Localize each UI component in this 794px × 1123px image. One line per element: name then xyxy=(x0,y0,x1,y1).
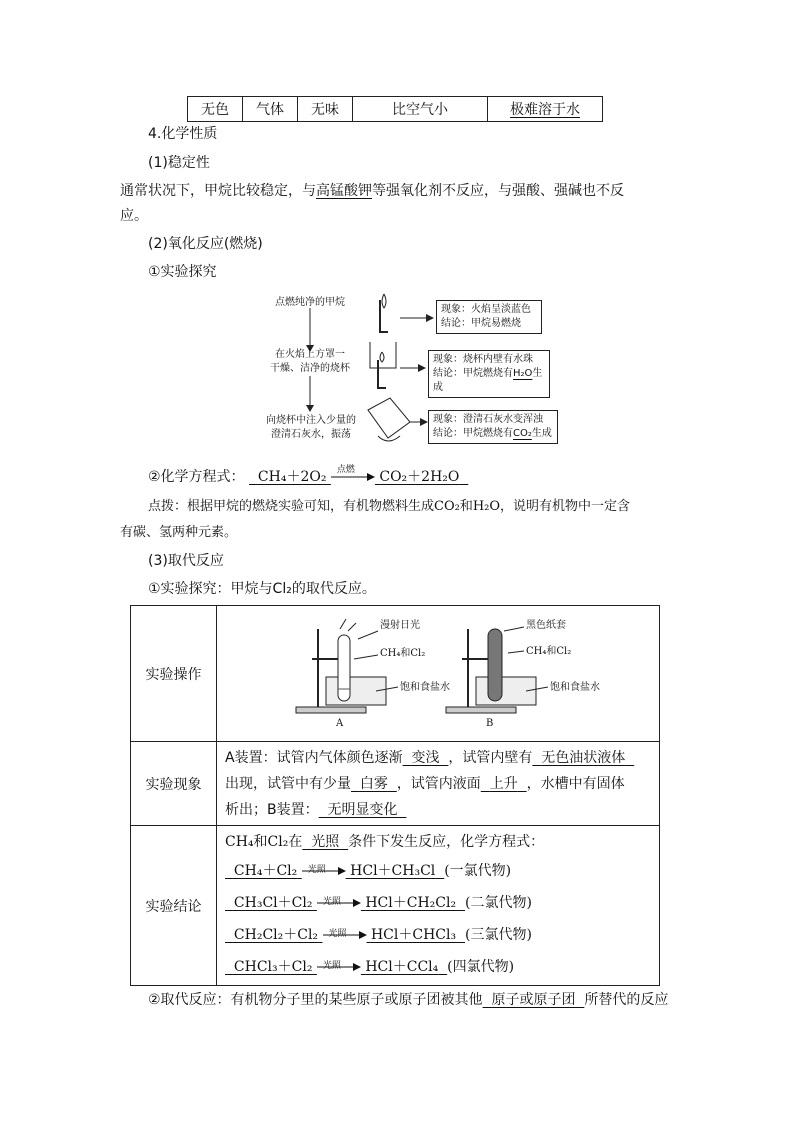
flow-step-1: 点燃纯净的甲烷 xyxy=(275,297,345,308)
flow-step-2a: 在火焰上方罩一 xyxy=(275,349,345,360)
conclusion-cell: CH₄和Cl₂在 光照 条件下发生反应，化学方程式： CH₄＋Cl₂ 光照 HCl＋CH₃Cl (一氯代物) CH₃Cl＋Cl₂ 光照 HCl＋CH₂Cl₂ (二氯代物) CH₂Cl₂＋Cl₂ 光照 HCl＋CHCl₃ (三氯代物) CHCl₃＋Cl₂ 光照 HCl＋CCl₄ (四氯代物) xyxy=(217,826,660,986)
tip-text-end: 有碳、氢两种元素。 xyxy=(120,525,238,540)
stability-text-end: 应。 xyxy=(120,208,148,224)
row-label-operation: 实验操作 xyxy=(131,606,217,742)
row-label-observation: 实验现象 xyxy=(131,742,217,826)
substitution-definition: ②取代反应：有机物分子里的某些原子或原子团被其他 原子或原子团 所替代的反应 xyxy=(148,992,669,1008)
result-box-2: 现象：烧杯内壁有水珠 结论：甲烷燃烧有H₂O生成 xyxy=(428,350,550,398)
tip-text: 点拨：根据甲烷的燃烧实验可知，有机物燃料生成CO₂和H₂O，说明有机物中一定含 xyxy=(148,499,631,514)
label-gas-a: CH₄和Cl₂ xyxy=(380,647,426,659)
label-b: B xyxy=(486,717,494,729)
label-a: A xyxy=(336,717,344,729)
result-box-3: 现象：澄清石灰水变浑浊 结论：甲烷燃烧有CO₂生成 xyxy=(428,410,558,444)
label-water-a: 饱和食盐水 xyxy=(400,681,450,693)
prop-odor: 无味 xyxy=(298,97,353,122)
combustion-equation: ②化学方程式： CH₄＋2O₂ 点燃 CO₂＋2H₂O xyxy=(148,465,460,485)
equation-3: CH₂Cl₂＋Cl₂ 光照 HCl＋CHCl₃ (三氯代物) xyxy=(233,926,532,943)
apparatus-cell xyxy=(217,606,660,742)
substitution-heading: (3)取代反应 xyxy=(148,553,224,569)
explore-heading: ①实验探究 xyxy=(148,264,217,280)
section-heading: 4.化学性质 xyxy=(148,126,218,142)
prop-color: 无色 xyxy=(188,97,243,122)
apparatus-figure xyxy=(218,609,658,739)
label-light: 漫射日光 xyxy=(380,619,420,631)
substitution-explore: ①实验探究：甲烷与Cl₂的取代反应。 xyxy=(148,581,376,597)
flow-step-3b: 澄清石灰水，振荡 xyxy=(271,429,351,440)
stability-text: 通常状况下，甲烷比较稳定，与高锰酸钾等强氧化剂不反应，与强酸、强碱也不反 xyxy=(120,183,624,199)
flow-step-3a: 向烧杯中注入少量的 xyxy=(266,415,356,426)
observation-cell: A装置：试管内气体颜色逐渐 变浅 ，试管内壁有 无色油状液体 出现，试管中有少量 白雾 ，试管内液面 上升 ，水槽中有固体 析出；B装置： 无明显变化 xyxy=(217,742,660,826)
experiment-table xyxy=(130,605,660,986)
label-gas-b: CH₄和Cl₂ xyxy=(526,645,572,657)
equation-1: CH₄＋Cl₂ 光照 HCl＋CH₃Cl (一氯代物) xyxy=(233,862,512,879)
blank-answer: 高锰酸钾 xyxy=(316,183,372,199)
label-cover: 黑色纸套 xyxy=(526,619,566,631)
properties-table xyxy=(187,96,603,122)
result-box-1: 现象：火焰呈淡蓝色 结论：甲烷易燃烧 xyxy=(436,300,542,334)
prop-state: 气体 xyxy=(243,97,298,122)
flow-step-2b: 干燥、洁净的烧杯 xyxy=(270,363,350,374)
prop-density: 比空气小 xyxy=(353,97,488,122)
equation-2: CH₃Cl＋Cl₂ 光照 HCl＋CH₂Cl₂ (二氯代物) xyxy=(233,894,532,911)
row-label-conclusion: 实验结论 xyxy=(131,826,217,986)
stability-heading: (1)稳定性 xyxy=(148,155,210,171)
oxidation-heading: (2)氧化反应(燃烧) xyxy=(148,236,263,252)
label-water-b: 饱和食盐水 xyxy=(550,681,600,693)
prop-solubility: 极难溶于水 xyxy=(488,97,603,122)
equation-4: CHCl₃＋Cl₂ 光照 HCl＋CCl₄ (四氯代物) xyxy=(233,958,515,975)
combustion-flow-diagram xyxy=(260,290,560,450)
apparatus-drawing xyxy=(218,609,658,739)
